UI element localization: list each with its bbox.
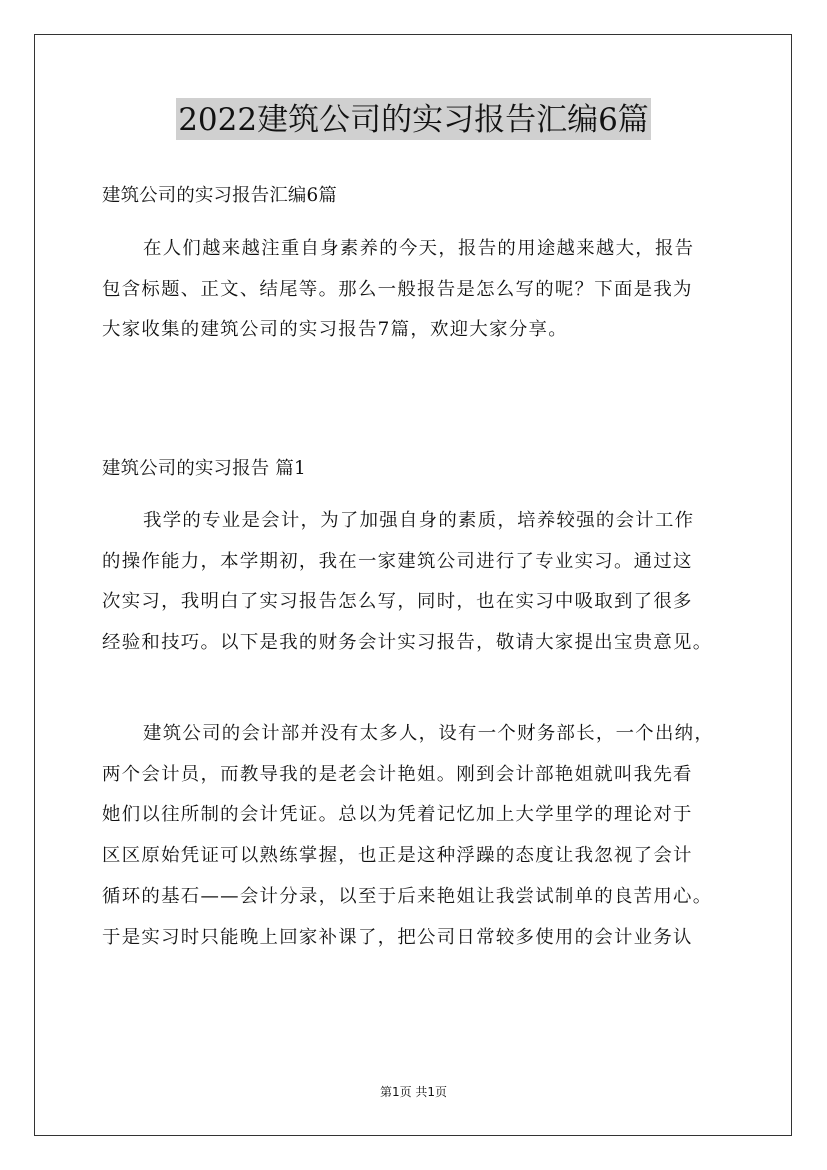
intro-line: 大家收集的建筑公司的实习报告7篇，欢迎大家分享。 — [102, 319, 568, 341]
body-line: 建筑公司的会计部并没有太多人，设有一个财务部长，一个出纳， — [143, 723, 715, 744]
document-subtitle: 建筑公司的实习报告汇编6篇 — [102, 185, 337, 206]
body-paragraph-1 — [102, 501, 727, 664]
body-paragraph-2 — [102, 714, 727, 958]
section-heading: 建筑公司的实习报告 篇1 — [102, 458, 306, 479]
intro-line: 在人们越来越注重自身素养的今天，报告的用途越来越大，报告 — [143, 238, 695, 259]
page-footer: 第1页 共1页 — [379, 1085, 448, 1099]
body-line: 我学的专业是会计，为了加强自身的素质，培养较强的会计工作 — [143, 510, 695, 531]
body-line: 她们以往所制的会计凭证。总以为凭着记忆加上大学里学的理论对于 — [102, 804, 693, 826]
body-line: 的操作能力，本学期初，我在一家建筑公司进行了专业实习。通过这 — [102, 550, 693, 572]
intro-line: 包含标题、正文、结尾等。那么一般报告是怎么写的呢？下面是我为 — [102, 278, 693, 300]
document-title: 2022建筑公司的实习报告汇编6篇 — [176, 98, 651, 140]
body-line: 经验和技巧。以下是我的财务会计实习报告，敬请大家提出宝贵意见。 — [102, 632, 713, 654]
body-line: 次实习，我明白了实习报告怎么写，同时，也在实习中吸取到了很多 — [102, 591, 693, 613]
title-container — [0, 98, 827, 140]
body-line: 区区原始凭证可以熟练掌握，也正是这种浮躁的态度让我忽视了会计 — [102, 845, 693, 867]
body-line: 循环的基石——会计分录，以至于后来艳姐让我尝试制单的良苦用心。 — [102, 885, 713, 907]
body-line: 两个会计员，而教导我的是老会计艳姐。刚到会计部艳姐就叫我先看 — [102, 763, 693, 785]
body-line: 于是实习时只能晚上回家补课了，把公司日常较多使用的会计业务认 — [102, 926, 693, 948]
intro-paragraph — [102, 229, 727, 351]
